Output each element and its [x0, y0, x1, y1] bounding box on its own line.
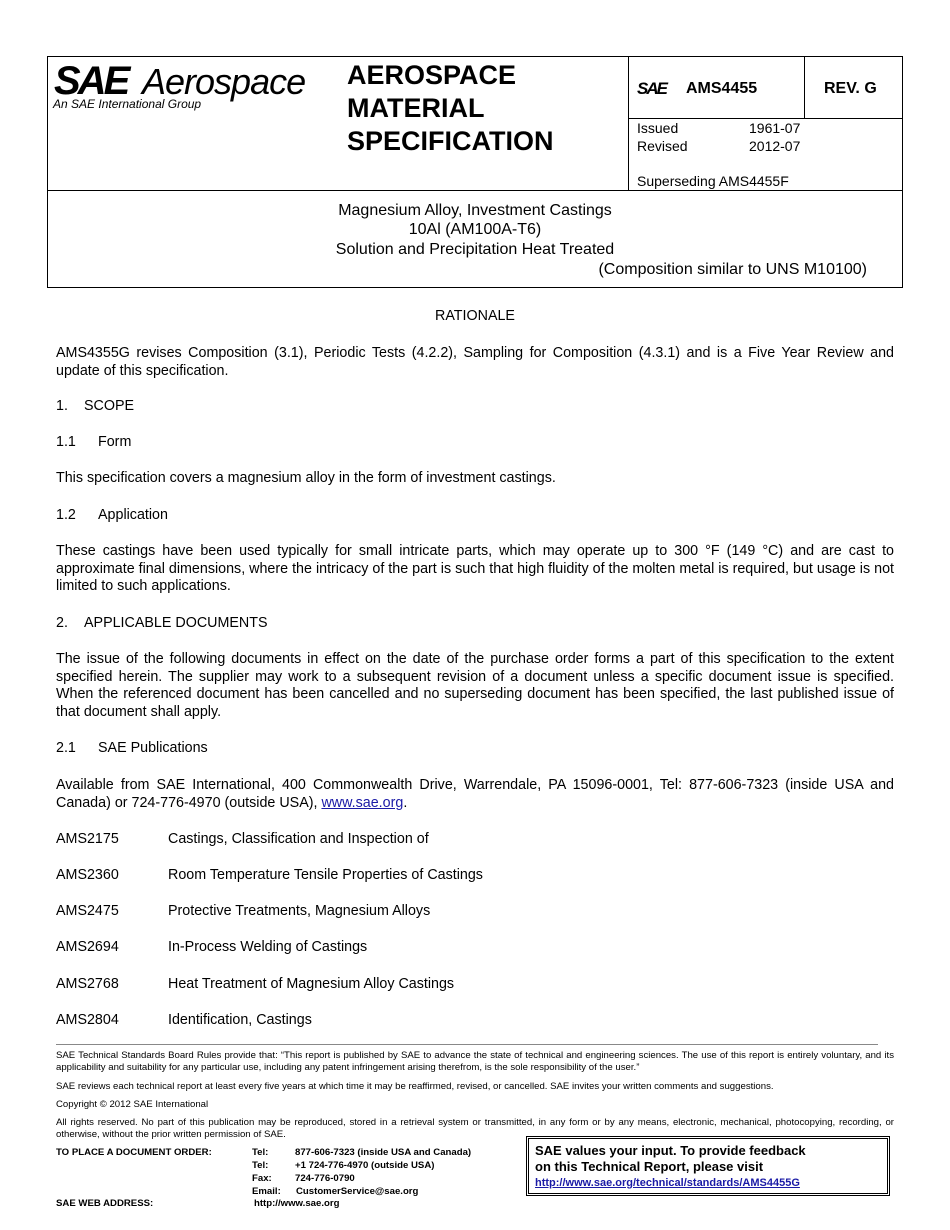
section-title-application: Application	[98, 507, 168, 523]
ref-title: Castings, Classification and Inspection of	[168, 831, 429, 847]
feedback-link[interactable]: http://www.sae.org/technical/standards/AMS4455G	[535, 1177, 800, 1189]
document-header	[47, 56, 903, 288]
sentence-end: .	[403, 794, 408, 811]
rationale-heading: RATIONALE	[435, 308, 515, 324]
sae-aerospace-logo	[48, 57, 348, 190]
spec-type-title	[347, 59, 627, 158]
web-address[interactable]: http://www.sae.org	[254, 1198, 340, 1209]
revised-label: Revised	[637, 138, 688, 154]
subject-line: 10Al (AM100A-T6)	[408, 221, 542, 238]
contact-label: Tel:	[252, 1160, 269, 1171]
application-text: These castings have been used typically for small intricate parts, which may operate up to 300 °F (149 °C) and are cast to approximate final dimensions, where the intricacy of the part is such that high fluidity of the molten metal is required, but usage is not limited to such applications.	[56, 543, 894, 595]
revised-date: 2012-07	[749, 138, 801, 154]
contact-value: 724-776-0790	[295, 1173, 355, 1184]
section-number: 1.	[56, 398, 68, 414]
ref-code: AMS2694	[56, 939, 119, 955]
ref-title: Identification, Castings	[168, 1012, 312, 1028]
ref-code: AMS2475	[56, 903, 119, 919]
section-title-sae-publications: SAE Publications	[98, 740, 208, 756]
specification-subject	[48, 191, 902, 287]
feedback-line: SAE values your input. To provide feedback	[535, 1143, 806, 1158]
ref-code: AMS2360	[56, 867, 119, 883]
contact-value: +1 724-776-4970 (outside USA)	[295, 1160, 435, 1171]
spec-title-line: SPECIFICATION	[347, 126, 554, 156]
section-title-scope: SCOPE	[84, 398, 135, 414]
subject-line: Magnesium Alloy, Investment Castings	[338, 202, 612, 219]
doc-number-cell	[629, 57, 805, 118]
ref-title: In-Process Welding of Castings	[168, 939, 368, 955]
logo-word: Aerospace	[142, 61, 306, 102]
feedback-box	[526, 1136, 890, 1196]
contact-label: Fax:	[252, 1173, 272, 1184]
issued-label: Issued	[637, 120, 679, 136]
rights-reserved: All rights reserved. No part of this publication may be reproduced, stored in a retrieval system or transmitted, in any form or by any means, electronic, mechanical, photocopying, recording, or otherwise, without the prior written permission of SAE.	[56, 1117, 894, 1140]
sae-address-text: Available from SAE International, 400 Commonwealth Drive, Warrendale, PA 15096-0001, Tel: 877-606-7323 (inside USA and Canada) or 724-776-4970 (outside USA),	[56, 777, 894, 811]
order-label: TO PLACE A DOCUMENT ORDER:	[56, 1147, 212, 1158]
ref-title: Room Temperature Tensile Properties of Castings	[168, 867, 483, 883]
footer-divider	[56, 1044, 878, 1045]
web-label: SAE WEB ADDRESS:	[56, 1198, 154, 1209]
contact-label: Tel:	[252, 1147, 269, 1158]
superseding-note: Superseding AMS4455F	[637, 173, 789, 189]
review-note: SAE reviews each technical report at least every five years at which time it may be reaffirmed, revised, or cancelled. SAE invites your written comments and suggestions.	[56, 1081, 774, 1092]
applicable-documents-text: The issue of the following documents in effect on the date of the purchase order forms a part of this specification to the extent specified herein. The supplier may work to a subsequent revision of a document unless a specific document issue is specified. When the referenced document has been cancelled and no superseding document has been specified, the last published issue of that document shall apply.	[56, 651, 894, 720]
form-text: This specification covers a magnesium alloy in the form of investment castings.	[56, 470, 556, 486]
feedback-line: on this Technical Report, please visit	[535, 1159, 764, 1174]
ref-title: Heat Treatment of Magnesium Alloy Castings	[168, 976, 455, 992]
issued-date: 1961-07	[749, 120, 801, 136]
section-title-applicable-documents: APPLICABLE DOCUMENTS	[84, 615, 268, 631]
header-top-row	[48, 57, 902, 191]
copyright: Copyright © 2012 SAE International	[56, 1099, 209, 1110]
ref-code: AMS2175	[56, 831, 119, 847]
rationale-text: AMS4355G revises Composition (3.1), Periodic Tests (4.2.2), Sampling for Composition (4.3.1) and is a Five Year Review and update of this specification.	[56, 345, 894, 379]
document-meta	[628, 57, 903, 190]
contact-email[interactable]: CustomerService@sae.org	[296, 1186, 419, 1197]
contact-value: 877-606-7323 (inside USA and Canada)	[295, 1147, 472, 1158]
section-number: 2.1	[56, 740, 76, 756]
section-title-form: Form	[98, 434, 132, 450]
revision-label: REV. G	[824, 80, 877, 97]
standards-board-rules: SAE Technical Standards Board Rules provide that: “This report is published by SAE to advance the state of technical and engineering sciences. The use of this report is entirely voluntary, and its applicability and suitability for any particular use, including any patent infringement arising therefrom, is the sole responsibility of the user.”	[56, 1050, 894, 1073]
section-number: 2.	[56, 615, 68, 631]
sae-website-link[interactable]: www.sae.org	[321, 794, 404, 811]
spec-title-line: MATERIAL	[347, 93, 485, 123]
logo-tagline: An SAE International Group	[53, 97, 202, 111]
ref-code: AMS2804	[56, 1012, 119, 1028]
section-number: 1.2	[56, 507, 76, 523]
meta-top-row	[629, 57, 903, 119]
sae-mini-logo: SAE	[637, 79, 666, 98]
subject-line: Solution and Precipitation Heat Treated	[335, 241, 615, 258]
section-number: 1.1	[56, 434, 76, 450]
sae-publications-text	[56, 777, 894, 812]
logo-mark: SAE	[54, 59, 128, 103]
ref-title: Protective Treatments, Magnesium Alloys	[168, 903, 431, 919]
spec-title-line: AEROSPACE	[347, 60, 517, 90]
doc-number: AMS4455	[686, 80, 758, 97]
contact-label: Email:	[252, 1186, 281, 1197]
ref-code: AMS2768	[56, 976, 119, 992]
subject-line: (Composition similar to UNS M10100)	[598, 261, 867, 278]
